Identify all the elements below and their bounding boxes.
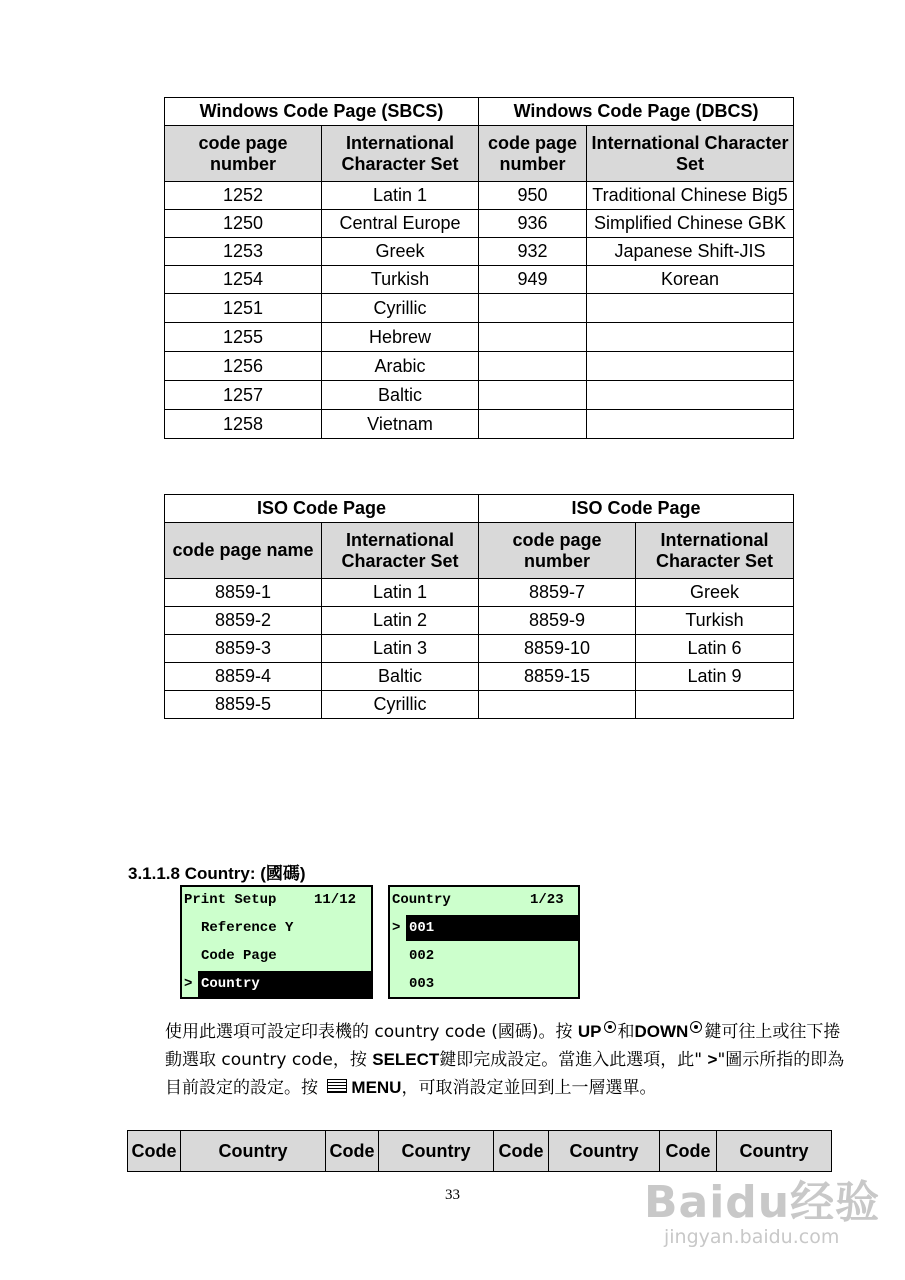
subheader-code-page-number: code page number: [165, 126, 322, 182]
table-cell: 8859-1: [165, 579, 322, 607]
subheader-charset: International Character Set: [322, 126, 479, 182]
lcd-cursor: >: [392, 920, 401, 936]
subheader-code-page-number: code page number: [479, 126, 587, 182]
lcd-menu-item: 002: [409, 948, 435, 964]
country-table-header-country: Country: [379, 1131, 494, 1172]
table-cell: 1258: [165, 410, 322, 439]
table-row: [165, 182, 794, 210]
table-cell: 950: [479, 182, 587, 210]
watermark-brand: Baidu经验: [644, 1177, 881, 1228]
table-cell: 8859-2: [165, 607, 322, 635]
table-row: [165, 410, 794, 439]
table-cell: Cyrillic: [322, 294, 479, 323]
table-cell: [636, 691, 794, 719]
sbcs-header: Windows Code Page (SBCS): [165, 98, 479, 126]
lcd-menu-item: Reference Y: [201, 920, 294, 936]
instruction-text: "圖示所指的即為目前設定的設定。按: [165, 1050, 845, 1098]
table-row: [165, 691, 794, 719]
table-cell: 1253: [165, 238, 322, 266]
table-row: [165, 607, 794, 635]
baidu-watermark: [640, 1164, 900, 1274]
table-cell: 8859-4: [165, 663, 322, 691]
table-cell: Central Europe: [322, 210, 479, 238]
table-row: [165, 663, 794, 691]
iso-header-left: ISO Code Page: [165, 495, 479, 523]
cursor-symbol: >: [707, 1050, 718, 1069]
country-table-header-country: Country: [549, 1131, 660, 1172]
select-key-label: SELECT: [372, 1050, 440, 1069]
table-cell: Baltic: [322, 381, 479, 410]
table-cell: Latin 2: [322, 607, 479, 635]
table-cell: 8859-5: [165, 691, 322, 719]
country-table-header-code: Code: [494, 1131, 549, 1172]
dbcs-header: Windows Code Page (DBCS): [479, 98, 794, 126]
table-cell: Baltic: [322, 663, 479, 691]
table-cell: Turkish: [636, 607, 794, 635]
table-cell: [479, 323, 587, 352]
table-cell: Cyrillic: [322, 691, 479, 719]
table-cell: 8859-9: [479, 607, 636, 635]
instruction-text: 和: [617, 1022, 635, 1042]
iso-table-body: [165, 579, 794, 719]
table-cell: [587, 352, 794, 381]
table-cell: [479, 352, 587, 381]
lcd-selected-item: Country: [198, 971, 373, 997]
lcd-selected-item: 001: [406, 915, 579, 941]
country-table-header-country: Country: [181, 1131, 326, 1172]
table-cell: 1251: [165, 294, 322, 323]
iso-header-right: ISO Code Page: [479, 495, 794, 523]
table-cell: 8859-3: [165, 635, 322, 663]
up-button-icon: [604, 1021, 616, 1033]
lcd-page-indicator: 1/23: [530, 892, 564, 908]
subheader-charset: International Character Set: [322, 523, 479, 579]
table-row: [165, 238, 794, 266]
instruction-text: 使用此選項可設定印表機的 country code (國碼)。按: [165, 1022, 578, 1042]
table-cell: 8859-15: [479, 663, 636, 691]
table-cell: Korean: [587, 266, 794, 294]
sbcs-table-body: [165, 182, 794, 439]
table-cell: [587, 323, 794, 352]
lcd-menu-item: 003: [409, 976, 435, 992]
table-row: [165, 635, 794, 663]
iso-code-page-table: [164, 494, 794, 719]
table-cell: [587, 410, 794, 439]
lcd-title: Print Setup: [184, 892, 277, 908]
table-cell: Simplified Chinese GBK: [587, 210, 794, 238]
table-cell: 1250: [165, 210, 322, 238]
table-cell: Greek: [636, 579, 794, 607]
table-cell: [479, 691, 636, 719]
table-cell: 1254: [165, 266, 322, 294]
instruction-paragraph: [165, 1018, 845, 1102]
table-cell: 936: [479, 210, 587, 238]
table-cell: 8859-7: [479, 579, 636, 607]
table-cell: 1257: [165, 381, 322, 410]
table-row: [165, 352, 794, 381]
table-cell: Latin 6: [636, 635, 794, 663]
lcd-country-screen: [388, 885, 580, 999]
subheader-code-page-name: code page name: [165, 523, 322, 579]
table-row: [165, 579, 794, 607]
table-cell: 949: [479, 266, 587, 294]
table-row: [165, 323, 794, 352]
subheader-code-page-number: code page number: [479, 523, 636, 579]
instruction-text: 鍵即完成設定。當進入此選項，此": [439, 1050, 708, 1070]
table-cell: [479, 381, 587, 410]
down-button-icon: [690, 1021, 702, 1033]
table-cell: Hebrew: [322, 323, 479, 352]
table-cell: Latin 1: [322, 182, 479, 210]
table-cell: Arabic: [322, 352, 479, 381]
table-cell: [479, 410, 587, 439]
section-heading: 3.1.1.8 Country: (國碼): [128, 864, 306, 883]
lcd-cursor: >: [184, 976, 193, 992]
subheader-charset: International Character Set: [587, 126, 794, 182]
table-cell: 1255: [165, 323, 322, 352]
table-cell: Latin 3: [322, 635, 479, 663]
table-row: [165, 266, 794, 294]
up-key-label: UP: [577, 1022, 602, 1041]
subheader-charset: International Character Set: [636, 523, 794, 579]
instruction-text: 鍵可往上或往下捲動選取 country code，按: [165, 1022, 841, 1070]
table-cell: [479, 294, 587, 323]
table-cell: Traditional Chinese Big5: [587, 182, 794, 210]
country-table-header-country: Country: [717, 1131, 832, 1172]
table-row: [165, 294, 794, 323]
table-cell: 1252: [165, 182, 322, 210]
table-row: [165, 210, 794, 238]
country-table-header-code: Code: [128, 1131, 181, 1172]
table-cell: Latin 9: [636, 663, 794, 691]
lcd-menu-item: Code Page: [201, 948, 277, 964]
instruction-text: ，可取消設定並回到上一層選單。: [401, 1078, 657, 1098]
table-cell: Turkish: [322, 266, 479, 294]
table-cell: Greek: [322, 238, 479, 266]
page-number: 33: [445, 1187, 460, 1203]
windows-code-page-table: [164, 97, 794, 439]
menu-icon: [327, 1079, 347, 1093]
table-cell: [587, 381, 794, 410]
table-cell: Vietnam: [322, 410, 479, 439]
table-cell: 1256: [165, 352, 322, 381]
table-row: [165, 381, 794, 410]
table-cell: 932: [479, 238, 587, 266]
menu-key-label: MENU: [351, 1078, 402, 1097]
table-cell: Latin 1: [322, 579, 479, 607]
country-table-header-code: Code: [660, 1131, 717, 1172]
lcd-print-setup-screen: [180, 885, 373, 999]
country-table-header-code: Code: [326, 1131, 379, 1172]
lcd-title: Country: [392, 892, 451, 908]
lcd-page-indicator: 11/12: [314, 892, 357, 908]
down-key-label: DOWN: [634, 1022, 689, 1041]
table-cell: 8859-10: [479, 635, 636, 663]
table-cell: [587, 294, 794, 323]
watermark-url: jingyan.baidu.com: [664, 1226, 840, 1248]
table-cell: Japanese Shift-JIS: [587, 238, 794, 266]
